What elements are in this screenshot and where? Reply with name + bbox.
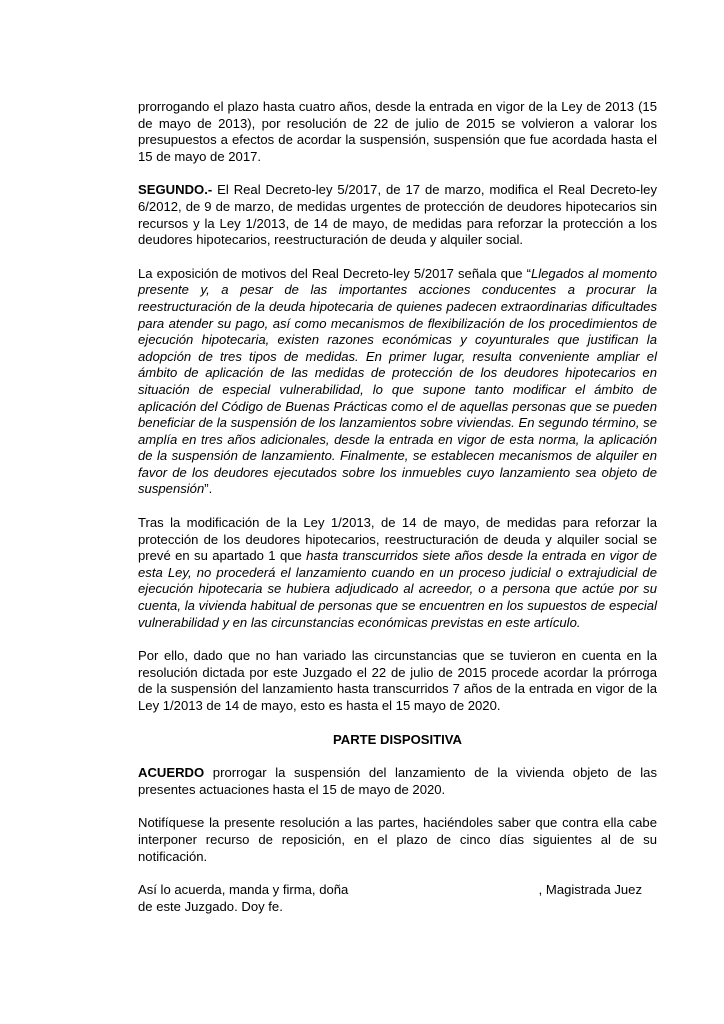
paragraph-modificacion-ley xyxy=(138,515,657,631)
paragraph-plazo: prorrogando el plazo hasta cuatro años, desde la entrada en vigor de la Ley de 2013 (15 de mayo de 2013), por resolución de 22 de julio de 2015 se volvieron a valorar los presupuestos a efectos de acordar la suspensión, suspensión que fue acordada hasta el 15 de mayo de 2017. xyxy=(138,99,657,164)
segundo-label: SEGUNDO.- xyxy=(138,182,213,198)
paragraph-segundo xyxy=(138,182,657,248)
modificacion-quote: hasta transcurridos siete años desde la entrada en vigor de esta Ley, no procederá el lanzamiento cuando en un proceso judicial o extrajudicial de ejecución hipotecaria se hubiera adjudicado al acreedor, o a persona que actúe por su cuenta, la vivienda habitual de personas que se encuentren en los supuestos de especial vulnerabilidad y en las circunstancias económicas previstas en este artículo. xyxy=(138,548,657,630)
paragraph-por-ello: Por ello, dado que no han variado las circunstancias que se tuvieron en cuenta en la resolución dictada por este Juzgado el 22 de julio de 2015 procede acordar la prórroga de la suspensión del lanzamiento hasta transcurridos 7 años de la entrada en vigor de la Ley 1/2013 de 14 de mayo, esto es hasta el 15 mayo de 2020. xyxy=(138,648,657,713)
modificacion-intro: Tras la modificación de la Ley 1/2013, de 14 de mayo, de medidas para reforzar la protección de los deudores hipotecarios, reestructuración de deuda y alquiler social se prevé en su apartado 1 que xyxy=(138,515,657,564)
parte-dispositiva-heading: PARTE DISPOSITIVA xyxy=(332,731,462,747)
paragraph-exposicion-motivos xyxy=(138,266,657,498)
paragraph-notifiquese: Notifíquese la presente resolución a las partes, haciéndoles saber que contra ella cabe interponer recurso de reposición, en el plazo de cinco días siguientes al de su notificación. xyxy=(138,815,657,864)
signature-line-2: de este Juzgado. Doy fe. xyxy=(138,898,283,914)
exposicion-intro: La exposición de motivos del Real Decreto-ley 5/2017 señala que “ xyxy=(138,265,531,281)
signature-right: , Magistrada Juez xyxy=(538,882,642,898)
exposicion-quote: Llegados al momento presente y, a pesar de las importantes acciones conducentes a procurar la reestructuración de la deuda hipotecaria de quienes padecen extraordinarias dificultades para atender su pago, así como mecanismos de flexibilización de los procedimientos de ejecución hipotecaria, existen razones económicas y coyunturales que justifican la adopción de tres tipos de medidas. En primer lugar, resulta conveniente ampliar el ámbito de aplicación de las medidas de protección de los deudores hipotecarios en situación de especial vulnerabilidad, lo que supone tanto modificar el ámbito de aplicación del Código de Buenas Prácticas como el de aquellas personas que se pueden beneficiar de la suspensión de los lanzamientos sobre viviendas. En segundo término, se amplía en tres años adicionales, desde la entrada en vigor de esta norma, la aplicación de la suspensión de lanzamiento. Finalmente, se establecen mecanismos de alquiler en favor de los deudores ejecutados sobre los inmuebles cuyo lanzamiento sea objeto de suspensión xyxy=(138,265,657,497)
acuerdo-label: ACUERDO xyxy=(138,765,205,781)
signature-left: Así lo acuerda, manda y firma, doña xyxy=(138,882,349,898)
segundo-text: El Real Decreto-ley 5/2017, de 17 de marzo, modifica el Real Decreto-ley 6/2012, de 9 de marzo, de medidas urgentes de protección de deudores hipotecarios sin recursos y la Ley 1/2013, de 14 de mayo, de medidas para reforzar la protección a los deudores hipotecarios, reestructuración de deuda y alquiler social. xyxy=(138,182,657,248)
acuerdo-text: prorrogar la suspensión del lanzamiento de la vivienda objeto de las presentes actuaciones hasta el 15 de mayo de 2020. xyxy=(138,765,657,797)
exposicion-close: ”. xyxy=(204,481,213,497)
signature-line xyxy=(138,882,657,899)
document-page xyxy=(138,99,657,915)
paragraph-acuerdo xyxy=(138,765,657,798)
